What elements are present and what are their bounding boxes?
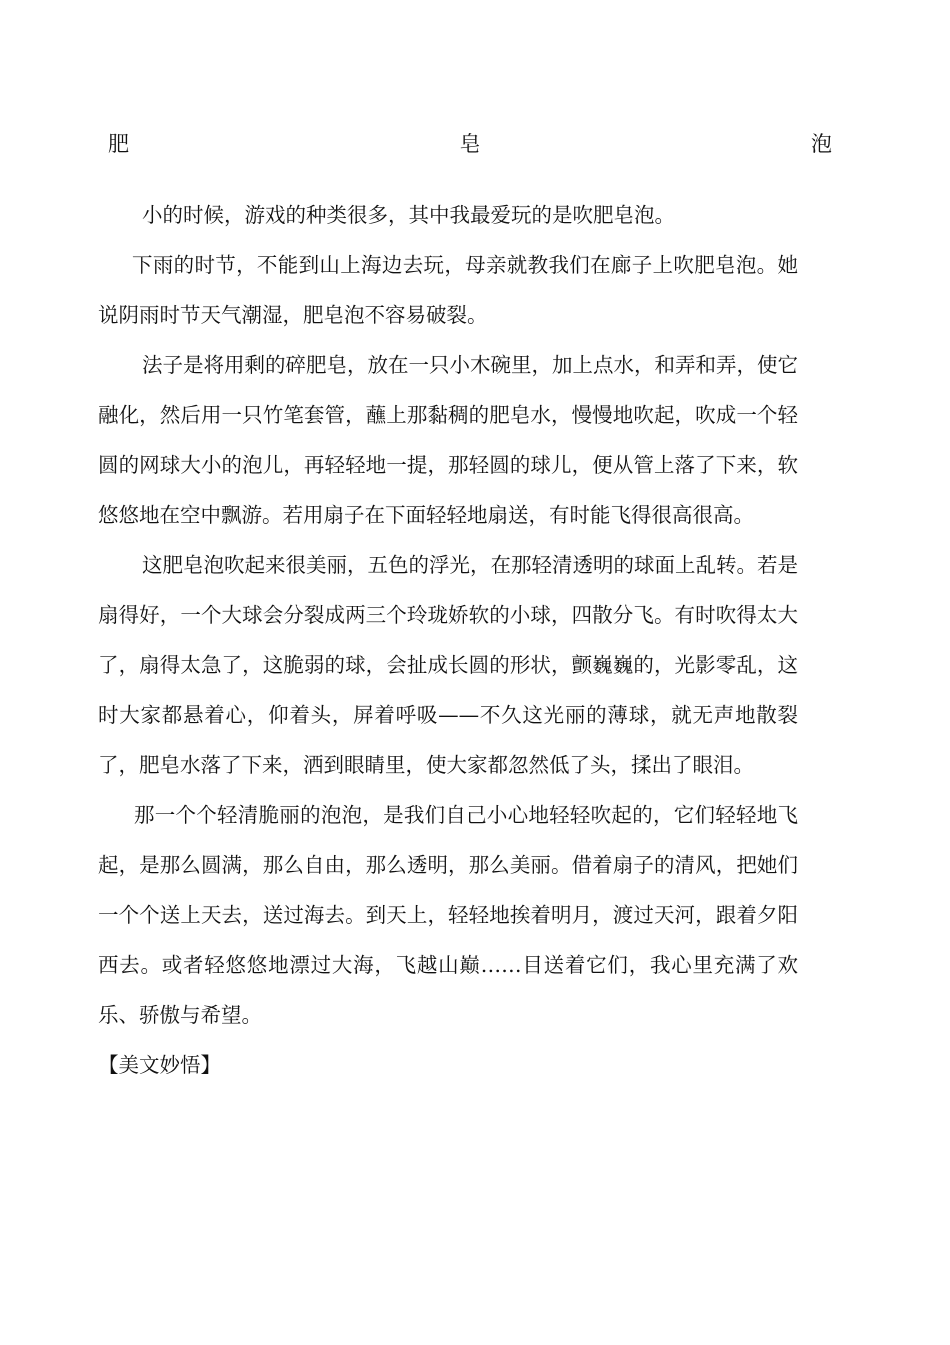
paragraph-1: 小的时候，游戏的种类很多，其中我最爱玩的是吹肥皂泡。 (142, 203, 675, 227)
paragraph-2: 下雨的时节，不能到山上海边去玩，母亲就教我们在廊子上吹肥皂泡。她说阴雨时节天气潮湿，肥皂泡不容易破裂。 (98, 253, 798, 327)
page-title (108, 128, 832, 160)
section-heading: 【美文妙悟】 (98, 1053, 221, 1077)
title-char-2: 皂 (459, 132, 481, 156)
title-char-3: 泡 (811, 132, 832, 156)
paragraph-5: 那一个个轻清脆丽的泡泡，是我们自己小心地轻轻吹起的，它们轻轻地飞起，是那么圆满，那么自由，那么透明，那么美丽。借着扇子的清风，把她们一个个送上天去，送过海去。到天上，轻轻地挨着明月，渡过天河，跟着夕阳西去。或者轻悠悠地漂过大海，飞越山巅……目送着它们，我心里充满了欢乐、骄傲与希望。 (98, 803, 798, 1027)
paragraph-4: 这肥皂泡吹起来很美丽，五色的浮光，在那轻清透明的球面上乱转。若是扇得好，一个大球会分裂成两三个玲珑娇软的小球，四散分飞。有时吹得太大了，扇得太急了，这脆弱的球，会扯成长圆的形状，颤巍巍的，光影零乱，这时大家都悬着心，仰着头，屏着呼吸——不久这光丽的薄球，就无声地散裂了，肥皂水落了下来，洒到眼睛里，使大家都忽然低了头，揉出了眼泪。 (98, 553, 798, 777)
title-char-1: 肥 (108, 132, 129, 156)
paragraph-3: 法子是将用剩的碎肥皂，放在一只小木碗里，加上点水，和弄和弄，使它融化，然后用一只竹笔套管，蘸上那黏稠的肥皂水，慢慢地吹起，吹成一个轻圆的网球大小的泡儿，再轻轻地一提，那轻圆的球儿，便从管上落了下来，软悠悠地在空中飘游。若用扇子在下面轻轻地扇送，有时能飞得很高很高。 (98, 353, 798, 527)
article-body (98, 190, 798, 1090)
